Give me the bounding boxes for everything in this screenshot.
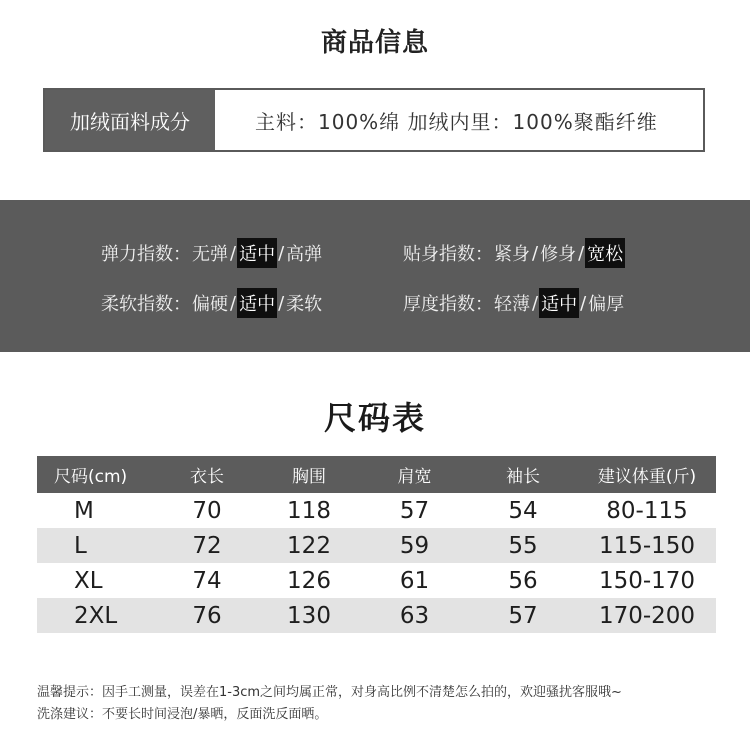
notes [37,682,737,726]
table-cell: 57 [361,493,468,528]
index-option: 偏硬 [192,294,228,315]
fabric-composition [43,88,705,152]
table-header-cell: 建议体重(斤) [578,456,716,493]
table-cell: 59 [361,528,468,563]
washing-advice-line: 洗涤建议：不要长时间浸泡/暴晒，反面洗反面晒。 [37,707,328,722]
index-option-selected: 宽松 [585,238,625,268]
index-band [0,200,750,352]
table-cell: 76 [157,598,257,633]
index-label: 贴身指数： [403,244,493,265]
table-cell: 2XL [37,598,157,633]
table-cell: 122 [257,528,361,563]
table-cell: 72 [157,528,257,563]
table-cell: 80-115 [578,493,716,528]
table-cell: 61 [361,563,468,598]
table-header-cell: 肩宽 [361,456,468,493]
table-cell: 54 [468,493,578,528]
table-header-cell: 袖长 [468,456,578,493]
index-elasticity: 弹力指数： 无弹 / 适中 / 高弹 [101,238,323,268]
index-option: 紧身 [494,244,530,265]
table-cell: 170-200 [578,598,716,633]
table-cell: 130 [257,598,361,633]
page-title: 商品信息 [320,28,429,58]
index-option-selected: 适中 [539,288,579,318]
table-cell: 115-150 [578,528,716,563]
table-header-cell: 尺码(cm) [37,456,157,493]
table-cell: 55 [468,528,578,563]
table-row [37,563,716,598]
fabric-label: 加绒面料成分 [45,90,215,150]
care-tip-line: 温馨提示：因手工测量，误差在1-3cm之间均属正常，对身高比例不清楚怎么拍的，欢迎骚扰客服哦~ [37,685,622,700]
table-cell: 57 [468,598,578,633]
index-option: 偏厚 [588,294,625,315]
table-header-row [37,456,716,493]
index-label: 柔软指数： [101,294,191,315]
table-row [37,493,716,528]
table-cell: 70 [157,493,257,528]
size-chart-title: 尺码表 [323,399,426,437]
table-cell: 118 [257,493,361,528]
index-softness: 柔软指数： 偏硬 / 适中 / 柔软 [101,288,323,318]
index-option: 修身 [540,244,577,265]
index-fit: 贴身指数： 紧身 / 修身 / 宽松 [403,238,625,268]
index-label: 厚度指数： [403,294,493,315]
table-header-cell: 衣长 [157,456,257,493]
index-option-selected: 适中 [237,288,277,318]
table-cell: 126 [257,563,361,598]
table-cell: M [37,493,157,528]
index-option: 无弹 [192,244,228,265]
index-option: 柔软 [286,294,323,315]
size-table [37,456,716,633]
table-cell: L [37,528,157,563]
fabric-value: 主料：100%绵 加绒内里：100%聚酯纤维 [255,109,658,134]
table-cell: 63 [361,598,468,633]
table-cell: 56 [468,563,578,598]
table-row [37,598,716,633]
index-option: 高弹 [286,244,323,265]
table-header-cell: 胸围 [257,456,361,493]
index-thickness: 厚度指数： 轻薄 / 适中 / 偏厚 [403,288,625,318]
table-row [37,528,716,563]
index-option: 轻薄 [494,294,530,315]
index-label: 弹力指数： [101,244,191,265]
index-option-selected: 适中 [237,238,277,268]
table-cell: 150-170 [578,563,716,598]
table-cell: 74 [157,563,257,598]
table-cell: XL [37,563,157,598]
